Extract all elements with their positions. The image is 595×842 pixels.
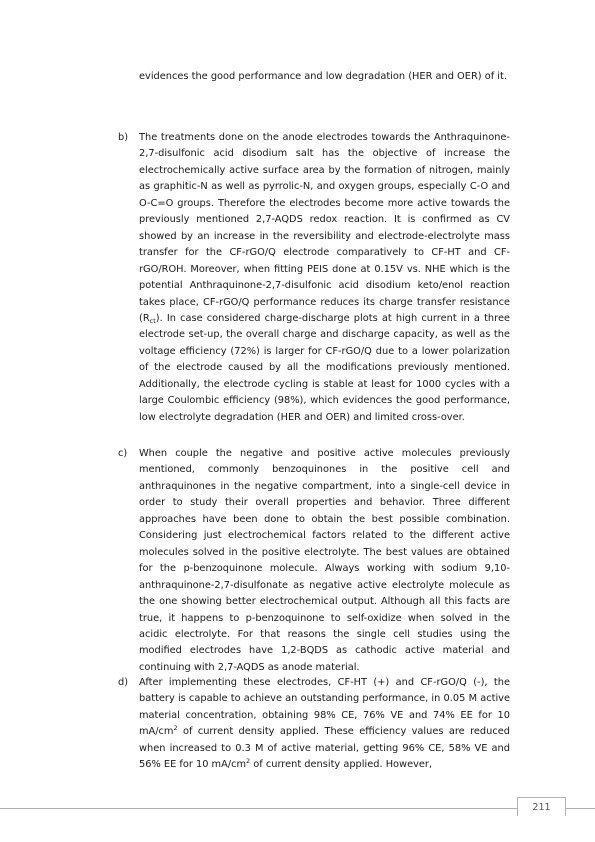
footer-rule-right — [564, 808, 595, 809]
list-marker-c: c) — [118, 448, 128, 459]
paragraph-c-text: When couple the negative and positive active molecules previously mentioned, commonly benzoquinones in the positive cell and anthraquinones in the negative compartment, into a single-cell device in order to study their overall properties and behavior. Three different approaches have been done to obtain the best possible combination. Considering just electrochemical factors related to the different active molecules solved in the positive electrolyte. The best values are obtained for the p-benzoquinone molecule. Always working with sodium 9,10-anthraquinone-2,7-disulfonate as negative active electrolyte molecule as the one showing better electrochemical output. Although all this facts are true, it happens to p-benzoquinone to self-oxidize when solved in the acidic electrolyte. For that reasons the single cell studies using the modified electrodes have 1,2-BQDS as cathodic active material and continuing with 2,7-AQDS as anode material. — [139, 448, 510, 673]
paragraph-b-text-b: ). In case considered charge-discharge plots at high current in a three electrode set-up, the overall charge and discharge capacity, as well as the voltage efficiency (72%) is larger for CF-rGO/Q due to a lower polarization of the electrode caused by all the modifications previously mentioned. Additionally, the electrode cycling is stable at least for 1000 cycles with a large Coulombic efficiency (98%), which evidences the good performance, low electrolyte degradation (HER and OER) and limited cross-over. — [139, 312, 510, 423]
intro-text: evidences the good performance and low degradation (HER and OER) of it. — [139, 71, 507, 82]
intro-paragraph — [139, 69, 510, 85]
page-number-box — [517, 797, 566, 816]
list-item-b — [118, 130, 510, 426]
list-marker-b: b) — [118, 132, 129, 143]
rct-subscript: ct — [149, 316, 156, 325]
cm2-superscript-2: 2 — [246, 757, 251, 766]
list-item-d — [118, 675, 510, 774]
list-marker-d: d) — [118, 677, 129, 688]
footer-rule-left — [0, 808, 518, 809]
paragraph-c — [139, 446, 510, 676]
paragraph-b-text-a: The treatments done on the anode electrodes towards the Anthraquinone-2,7-disulfonic acid disodium salt has the objective of increase the electrochemically active surface area by the formation of nitrogen, mainly as graphitic-N as well as pyrrolic-N, and oxygen groups, especially C-O and O-C=O groups. Therefore the electrodes become more active towards the previously mentioned 2,7-AQDS redox reaction. It is confirmed as CV showed by an increase in the reversibility and electrode-electrolyte mass transfer for the CF-rGO/Q electrode comparatively to CF-HT and CF-rGO/ROH. Moreover, when fitting PEIS done at 0.15V vs. NHE which is the potential Anthraquinone-2,7-disulfonic acid disodium keto/enol reaction takes place, CF-rGO/Q performance reduces its charge transfer resistance (R — [139, 132, 510, 324]
list-item-c — [118, 446, 510, 676]
paragraph-d-text-a: After implementing these electrodes, CF-HT (+) and CF-rGO/Q (-), the battery is capable to achieve an outstanding performance, in 0.05 M active material concentration, obtaining 98% CE, 76% VE and 74% EE for 10 mA/cm — [139, 677, 510, 738]
paragraph-d-text-c: of current density applied. However, — [250, 759, 433, 771]
paragraph-d-text-b: of current density applied. These efficiency values are reduced when increased to 0.3 M of active material, getting 96% CE, 58% VE and 56% EE for 10 mA/cm — [139, 726, 510, 771]
paragraph-d — [139, 675, 510, 774]
cm2-superscript-1: 2 — [173, 724, 178, 733]
page-number: 211 — [532, 802, 551, 813]
paragraph-b — [139, 130, 510, 426]
